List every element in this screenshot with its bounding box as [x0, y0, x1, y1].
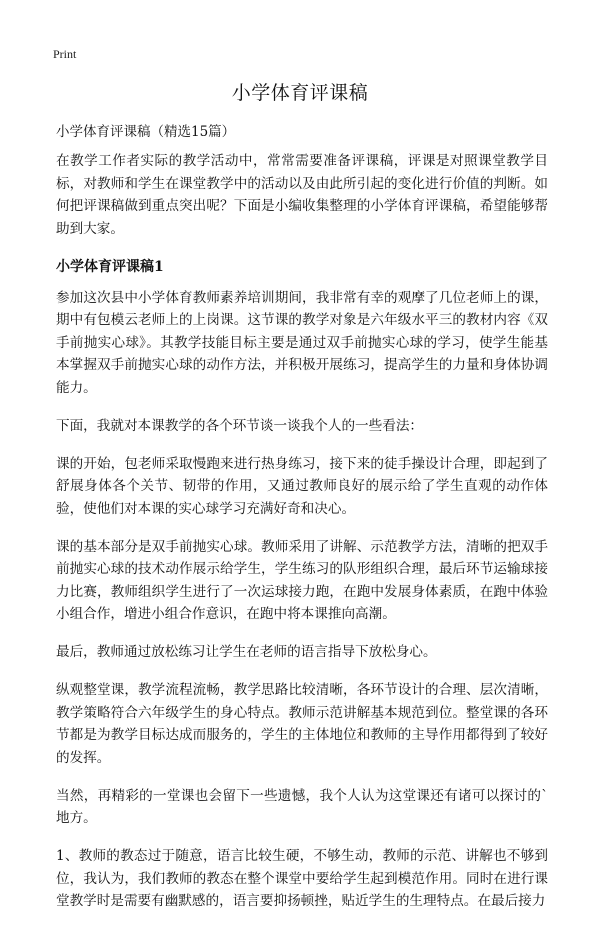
document-subtitle: 小学体育评课稿（精选15篇）	[56, 124, 236, 140]
page-title: 小学体育评课稿	[231, 82, 369, 104]
section-heading: 小学体育评课稿1	[56, 258, 164, 275]
body-paragraph: 1、教师的教态过于随意，语言比较生硬，不够生动，教师的示范、讲解也不够到位，我认为，我们教师的教态在整个课堂中要给学生起到模范作用。同时在进行课堂教学时是需要有幽默感的，语言要抑扬顿挫，贴近学生的生理特点。在最后接力	[56, 848, 548, 909]
intro-paragraph: 在教学工作者实际的教学活动中，常常需要准备评课稿，评课是对照课堂教学目标，对教师和学生在课堂教学中的活动以及由此所引起的变化进行价值的判断。如何把评课稿做到重点突出呢？下面是小编收集整理的小学体育评课稿，希望能够帮助到大家。	[56, 153, 548, 237]
print-link[interactable]: Print	[53, 47, 77, 61]
body-paragraph: 课的开始，包老师采取慢跑来进行热身练习，接下来的徒手操设计合理，即起到了舒展身体各个关节、韧带的作用，又通过教师良好的展示给了学生直观的动作体验，使他们对本课的实心球学习充满好奇和决心。	[56, 455, 548, 517]
document-body	[56, 150, 548, 928]
body-paragraph: 纵观整堂课，教学流程流畅，教学思路比较清晰，各环节设计的合理、层次清晰，教学策略符合六年级学生的身心特点。教师示范讲解基本规范到位。整堂课的各环节都是为教学目标达成而服务的，学生的主体地位和教师的主导作用都得到了较好的发挥。	[56, 682, 548, 766]
body-paragraph: 课的基本部分是双手前抛实心球。教师采用了讲解、示范教学方法，清晰的把双手前抛实心球的技术动作展示给学生，学生练习的队形组织合理，最后环节运输球接力比赛，教师组织学生进行了一次运球接力跑，在跑中发展身体素质，在跑中体验小组合作，增进小组合作意识，在跑中将本课推向高潮。	[56, 538, 548, 622]
body-paragraph: 参加这次县中小学体育教师素养培训期间，我非常有幸的观摩了几位老师上的课，期中有包模云老师上的上岗课。这节课的教学对象是六年级水平三的教材内容《双手前抛实心球》。其教学技能目标主要是通过双手前抛实心球的学习，使学生能基本掌握双手前抛实心球的动作方法，并积极开展练习，提高学生的力量和身体协调能力。	[56, 289, 548, 396]
body-paragraph: 最后，教师通过放松练习让学生在老师的语言指导下放松身心。	[56, 644, 437, 660]
body-paragraph: 当然，再精彩的一堂课也会留下一些遗憾，我个人认为这堂课还有诸可以探讨的`地方。	[56, 787, 548, 826]
body-paragraph: 下面，我就对本课教学的各个环节谈一谈我个人的一些看法：	[56, 417, 424, 434]
